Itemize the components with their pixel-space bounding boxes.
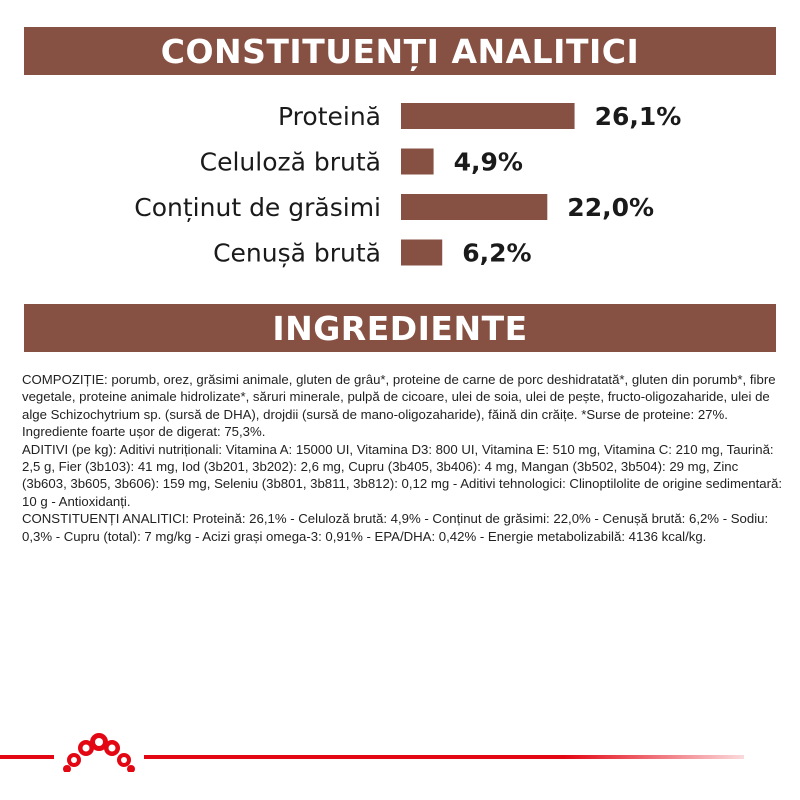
footer-line-left (0, 755, 54, 759)
bar (401, 103, 575, 129)
bar-category-label: Celuloză brută (199, 147, 381, 177)
bar-value-label: 6,2% (462, 238, 532, 268)
bar-value-label: 4,9% (453, 147, 523, 177)
additives-text: ADITIVI (pe kg): Aditivi nutriționali: Vitamina A: 15000 UI, Vitamina D3: 800 UI, Vitamina E: 510 mg, Vitamina C: 210 mg, Taurină: 2,5 g, Fier (3b103): 41 mg, Iod (3b201, 3b202): 2,6 mg, Cupru (3b405, 3b406): 4 mg, Mangan (3b502, 3b504): 29 mg, Zinc (3b603, 3b605, 3b606): 159 mg, Seleniu (3b801, 3b811, 3b812): 0,12 mg - Aditivi tehnologici: Clinoptilolite de origine sedimentară: 10 g - Antioxidanți. (22, 441, 782, 509)
ingredients-header-title: INGREDIENTE (272, 308, 528, 348)
analytic-header-title: CONSTITUENȚI ANALITICI (160, 31, 640, 71)
bar-category-label: Proteină (278, 102, 381, 131)
analytic-header (24, 27, 776, 75)
ingredients-text (22, 371, 782, 545)
footer-line-right (144, 755, 744, 759)
bar-category-label: Conținut de grăsimi (134, 193, 381, 222)
crown-icon (56, 728, 142, 772)
bar (401, 149, 434, 175)
constituents-text: CONSTITUENȚI ANALITICI: Proteină: 26,1% - Celuloză brută: 4,9% - Conținut de grăsimi: 22,0% - Cenușă brută: 6,2% - Sodiu: 0,3% - Cupru (total): 7 mg/kg - Acizi grași omega-3: 0,91% - EPA/DHA: 0,42% - Energie metabolizabilă: 4136 kcal/kg. (22, 511, 769, 544)
bar (401, 240, 442, 266)
ingredients-header (24, 304, 776, 352)
bar-value-label: 22,0% (567, 193, 655, 222)
analytic-bar-chart (0, 90, 800, 280)
bar-category-label: Cenușă brută (213, 238, 381, 268)
bar-value-label: 26,1% (594, 102, 682, 131)
composition-text: COMPOZIȚIE: porumb, orez, grăsimi animale, gluten de grâu*, proteine de carne de porc deshidratată*, gluten din porumb*, fibre vegetale, proteine animale hidrolizate*, săruri minerale, pulpă de cicoare, ulei de soia, ulei de pește, fructo-oligozaharide, ulei de alge Schizochytrium sp. (sursă de DHA), drojdii (sursă de mano-oligozaharide), făină din crăițe. *Surse de proteine: 27%. Ingrediente foarte ușor de digerat: 75,3%. (22, 372, 776, 440)
bar (401, 194, 547, 220)
